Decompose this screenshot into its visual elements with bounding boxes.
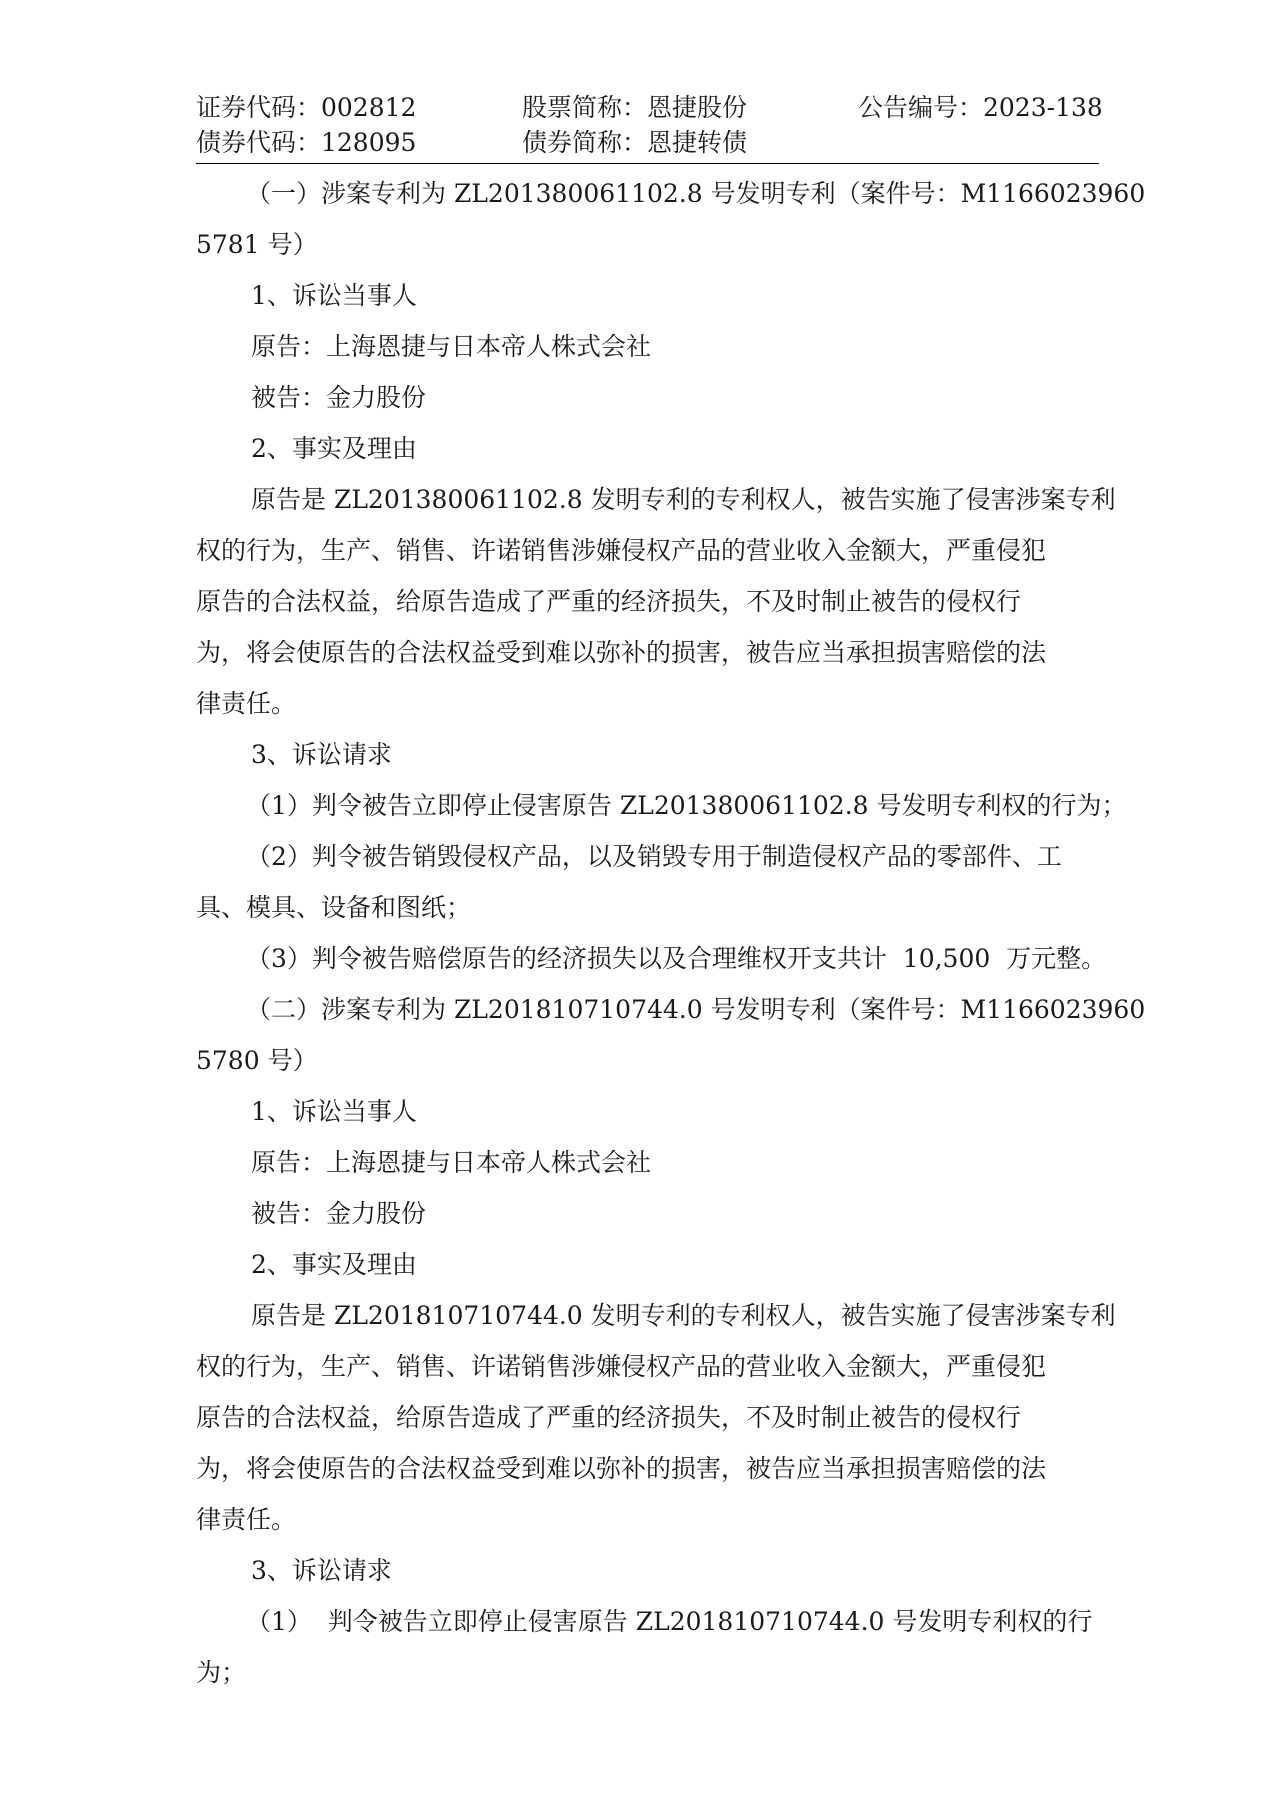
bond-name: 债券简称：恩捷转债 xyxy=(522,128,748,157)
bond-code: 债券代码：128095 xyxy=(196,128,417,157)
paragraph-line: 律责任。 xyxy=(196,689,297,718)
paragraph-line: 原告是 ZL201380061102.8 发明专利的专利权人，被告实施了侵害涉案专利 xyxy=(251,485,1116,514)
stock-code: 证券代码：002812 xyxy=(196,93,417,122)
plaintiff-line: 原告：上海恩捷与日本帝人株式会社 xyxy=(251,1148,652,1177)
subheading-claims: 3、诉讼请求 xyxy=(251,740,392,769)
claim-item: （2）判令被告销毁侵权产品，以及销毁专用于制造侵权产品的零部件、工 xyxy=(246,842,1062,871)
document-body xyxy=(196,168,1146,1698)
section-heading-case-2: （二）涉案专利为 ZL201810710744.0 号发明专利（案件号：M1166023960 xyxy=(246,995,1146,1024)
paragraph-line: 为，将会使原告的合法权益受到难以弥补的损害，被告应当承担损害赔偿的法 xyxy=(196,638,1047,667)
subheading-claims: 3、诉讼请求 xyxy=(251,1556,392,1585)
paragraph-line: 原告的合法权益，给原告造成了严重的经济损失，不及时制止被告的侵权行 xyxy=(196,587,1022,616)
plaintiff-line: 原告：上海恩捷与日本帝人株式会社 xyxy=(251,332,652,361)
claim-item-cont: 为； xyxy=(196,1658,247,1687)
header-row-2 xyxy=(196,125,1096,160)
paragraph-line: 原告的合法权益，给原告造成了严重的经济损失，不及时制止被告的侵权行 xyxy=(196,1403,1022,1432)
claim-item: （1）判令被告立即停止侵害原告 ZL201380061102.8 号发明专利权的行为； xyxy=(246,791,1127,820)
paragraph-line: 权的行为，生产、销售、许诺销售涉嫌侵权产品的营业收入金额大，严重侵犯 xyxy=(196,1352,1047,1381)
defendant-line: 被告：金力股份 xyxy=(251,1199,427,1228)
header-divider xyxy=(196,163,1099,164)
paragraph-line: 原告是 ZL201810710744.0 发明专利的专利权人，被告实施了侵害涉案专利 xyxy=(251,1301,1116,1330)
section-heading-case-1: （一）涉案专利为 ZL201380061102.8 号发明专利（案件号：M1166023960 xyxy=(246,179,1146,208)
defendant-line: 被告：金力股份 xyxy=(251,383,427,412)
subheading-parties: 1、诉讼当事人 xyxy=(251,1097,417,1126)
claim-item-cont: 具、模具、设备和图纸； xyxy=(196,893,472,922)
stock-name: 股票简称：恩捷股份 xyxy=(522,93,748,122)
claim-item: （3）判令被告赔偿原告的经济损失以及合理维权开支共计 10,500 万元整。 xyxy=(246,944,1107,973)
subheading-parties: 1、诉讼当事人 xyxy=(251,281,417,310)
section-heading-case-2-cont: 5780 号） xyxy=(196,1046,318,1075)
paragraph-line: 为，将会使原告的合法权益受到难以弥补的损害，被告应当承担损害赔偿的法 xyxy=(196,1454,1047,1483)
subheading-facts: 2、事实及理由 xyxy=(251,434,417,463)
paragraph-line: 律责任。 xyxy=(196,1505,297,1534)
paragraph-line: 权的行为，生产、销售、许诺销售涉嫌侵权产品的营业收入金额大，严重侵犯 xyxy=(196,536,1047,565)
document-header xyxy=(196,90,1103,160)
header-row-1 xyxy=(196,90,1103,125)
claim-item: （1） 判令被告立即停止侵害原告 ZL201810710744.0 号发明专利权的行 xyxy=(246,1607,1093,1636)
subheading-facts: 2、事实及理由 xyxy=(251,1250,417,1279)
section-heading-case-1-cont: 5781 号） xyxy=(196,230,318,259)
notice-number: 公告编号：2023-138 xyxy=(858,93,1103,122)
